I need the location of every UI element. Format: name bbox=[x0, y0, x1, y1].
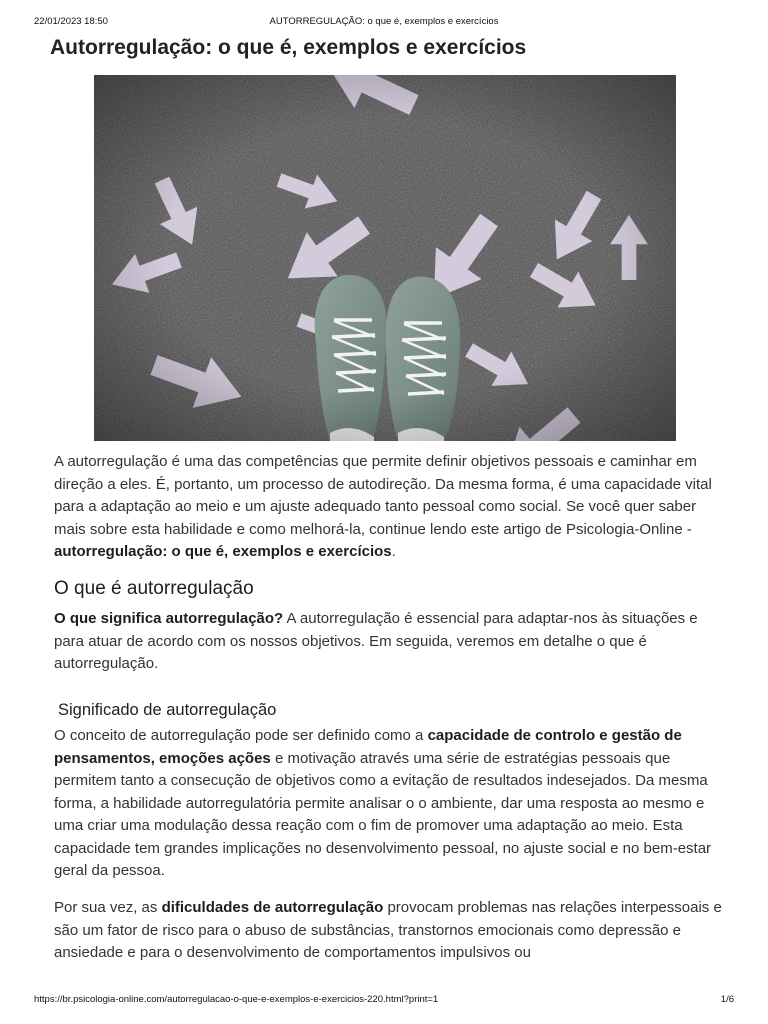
meaning-paragraph-2: Por sua vez, as dificuldades de autorregulação provocam problemas nas relações interpessoais e são um fator de risco para o abuso de substâncias, transtornos emocionais como depressão e ansiedade e para o desenvolvimento de comportamentos impulsivos ou bbox=[54, 899, 722, 961]
intro-bold-text: autorregulação: o que é, exemplos e exercícios bbox=[54, 543, 392, 560]
page-number: 1/6 bbox=[720, 994, 734, 1005]
article-title: Autorregulação: o que é, exemplos e exercícios bbox=[50, 36, 527, 59]
print-header bbox=[34, 16, 734, 30]
what-is-paragraph: O que significa autorregulação? A autorregulação é essencial para adaptar-nos às situações e para atuar de acordo com os nossos objetivos. Em seguida, veremos em detalhe o que é autorregulação. bbox=[54, 610, 698, 672]
section-meaning-body bbox=[54, 725, 722, 883]
section-what-is-body bbox=[54, 608, 722, 676]
section-meaning bbox=[58, 701, 726, 720]
section-meaning-body-2 bbox=[54, 897, 722, 965]
print-url: https://br.psicologia-online.com/autorregulacao-o-que-e-exemplos-e-exercicios-220.html?print=1 bbox=[34, 994, 439, 1005]
meaning-paragraph-1: O conceito de autorregulação pode ser definido como a capacidade de controlo e gestão de pensamentos, emoções ações e motivação através uma série de estratégias pessoais que permitem tanto a consecução de objetivos como a evitação de resultados indesejados. Da mesma forma, a habilidade autorregulatória permite analisar o o ambiente, dar uma resposta ao mesmo e uma criar uma modulação dessa reação com o fim de promover uma adaptação ao meio. Esta capacidade tem grandes implicações no desenvolvimento pessoal, no ajuste social e no bem-estar geral da pessoa. bbox=[54, 727, 712, 879]
section-heading-meaning: Significado de autorregulação bbox=[58, 701, 277, 719]
hero-image bbox=[94, 75, 676, 441]
article-intro bbox=[54, 451, 722, 564]
section-heading-what-is: O que é autorregulação bbox=[54, 578, 254, 599]
section-what-is bbox=[54, 578, 722, 600]
print-footer bbox=[34, 994, 734, 1008]
print-document-title: AUTORREGULAÇÃO: o que é, exemplos e exercícios bbox=[269, 16, 499, 27]
print-date: 22/01/2023 18:50 bbox=[34, 16, 108, 27]
intro-paragraph: A autorregulação é uma das competências que permite definir objetivos pessoais e caminhar em direção a eles. É, portanto, um processo de autodireção. Da mesma forma, é uma capacidade vital para a adaptação ao meio e um ajuste adequado tanto pessoal como social. Se você quer saber mais sobre esta habilidade e como melhorá-la, continue lendo este artigo de Psicologia-Online - autorregulação: o que é, exemplos e exercícios. bbox=[54, 453, 712, 560]
